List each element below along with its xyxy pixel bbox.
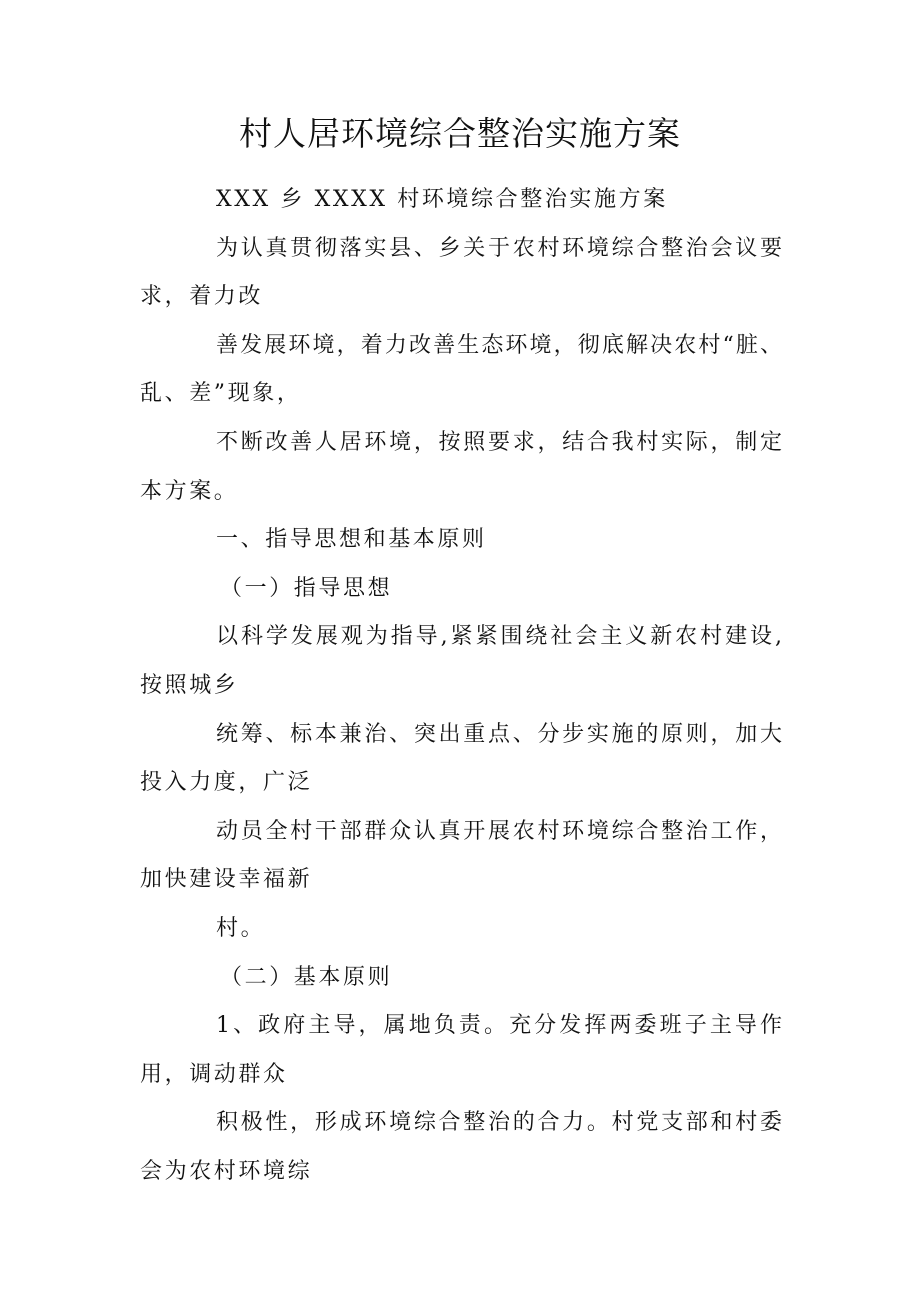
paragraph-line: 乱、差”现象，: [140, 381, 302, 407]
paragraph-line: 统筹、标本兼治、突出重点、分步实施的原则，加大: [216, 721, 782, 747]
paragraph-line: 本方案。: [140, 478, 239, 504]
paragraph-line: 1、政府主导，属地负责。充分发挥两委班子主导作: [216, 1013, 782, 1039]
subtitle-line: XXX 乡 XXXX 村环境综合整治实施方案: [216, 187, 668, 212]
document-title: 村人居环境综合整治实施方案: [239, 114, 681, 153]
subsection-heading: （二）基本原则: [220, 964, 393, 990]
paragraph-line: 投入力度，广泛: [140, 770, 313, 796]
paragraph-line: 积极性，形成环境综合整治的合力。村党支部和村委: [216, 1110, 782, 1136]
subsection-heading: （一）指导思想: [220, 575, 393, 601]
paragraph-line: 用，调动群众: [140, 1061, 288, 1087]
document-body: [140, 176, 782, 1196]
paragraph-line: 会为农村环境综: [140, 1158, 313, 1184]
paragraph-line: 动员全村干部群众认真开展农村环境综合整治工作，: [216, 818, 782, 844]
paragraph-line: 求，着力改: [140, 284, 264, 310]
paragraph-line: 加快建设幸福新: [140, 867, 313, 893]
paragraph-line: 村。: [216, 915, 266, 941]
paragraph-line: 不断改善人居环境，按照要求，结合我村实际，制定: [216, 429, 782, 455]
paragraph-line: 以科学发展观为指导,紧紧围绕社会主义新农村建设,: [216, 624, 782, 650]
paragraph-line: 为认真贯彻落实县、乡关于农村环境综合整治会议要: [216, 235, 782, 261]
paragraph-line: 按照城乡: [140, 672, 239, 698]
paragraph-line: 善发展环境，着力改善生态环境，彻底解决农村“脏、: [216, 332, 782, 358]
section-heading: 一、指导思想和基本原则: [216, 527, 487, 553]
